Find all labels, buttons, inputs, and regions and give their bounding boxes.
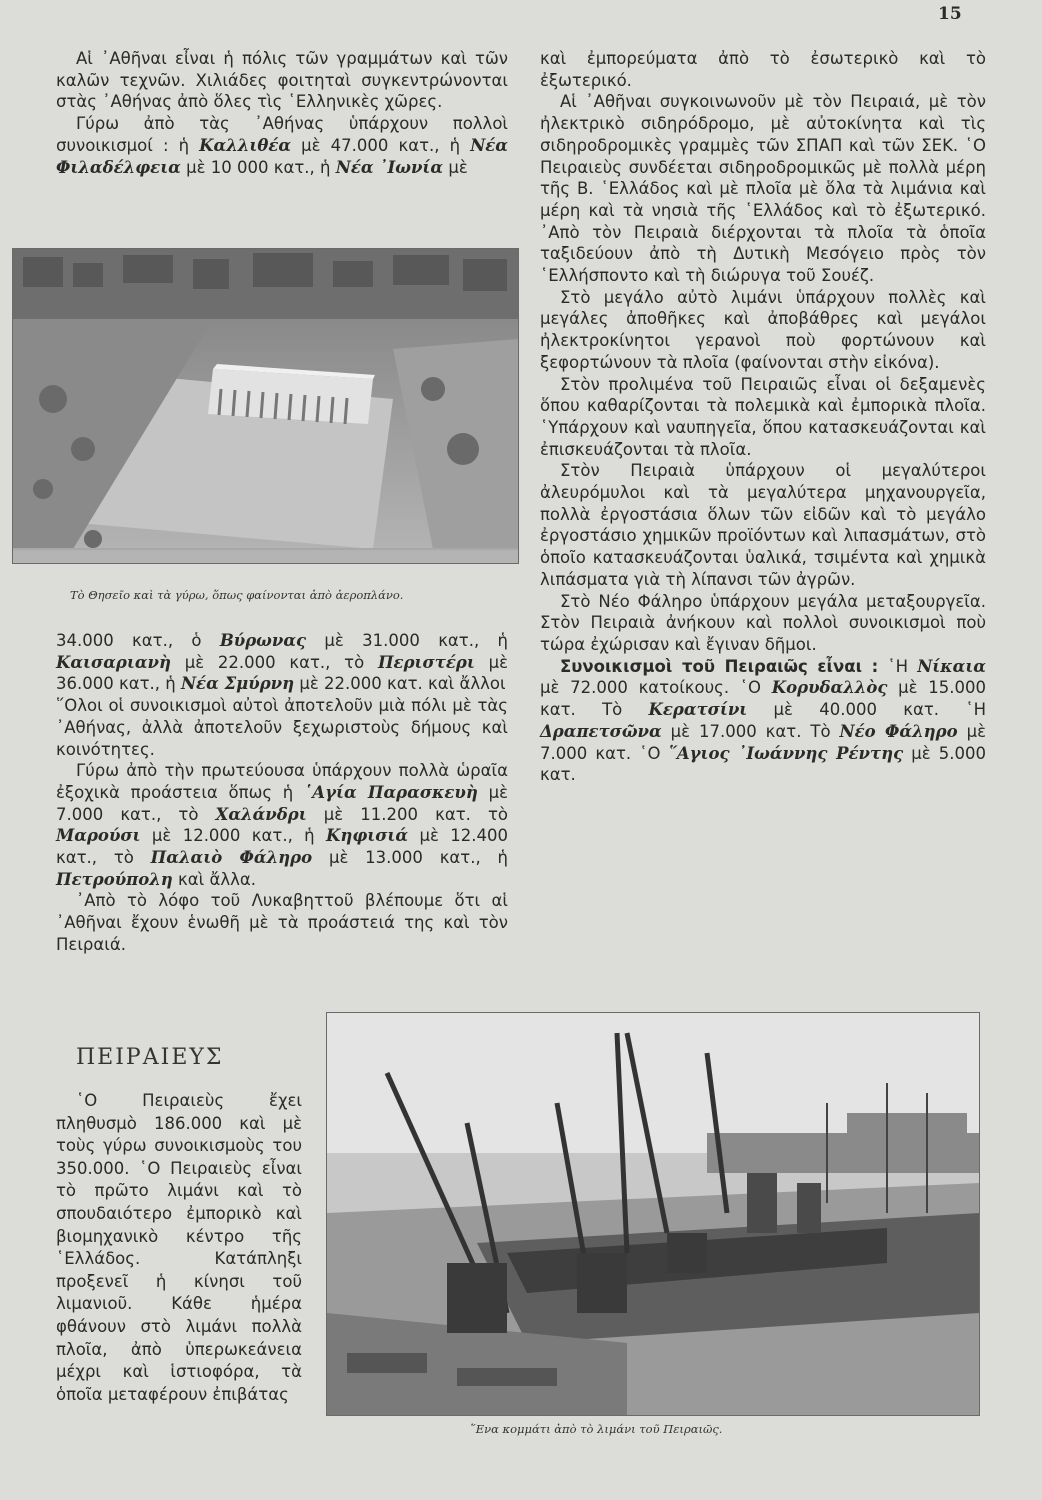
text-run: μὲ 36.000 κατ., ἡ — [56, 652, 508, 694]
place-chalandri: Χαλάνδρι — [215, 804, 307, 824]
text-run: μὲ 15.000 κατ. Τὸ — [540, 678, 986, 720]
place-petroupoli: Πετρούπολη — [56, 869, 173, 889]
text-run: μὲ 72.000 κατοίκους. ῾Ο — [540, 678, 772, 698]
section-heading-piraeus: ΠΕΙΡΑΙΕΥΣ — [76, 1045, 224, 1070]
text-run: 34.000 κατ., ὁ — [56, 631, 220, 650]
page-number: 15 — [938, 4, 962, 24]
settlements-heading: Συνοικισμοὶ τοῦ Πειραιῶς εἶναι : — [560, 656, 879, 676]
text-run: μὲ 7.000 κατ., τὸ — [56, 782, 508, 824]
paragraph-warehouses: Στὸ μεγάλο αὐτὸ λιμάνι ὑπάρχουν πολλὲς καὶ μεγάλες ἀποθῆκες καὶ ἀποβάθρες καὶ μεγάλοι ἠλεκτροκίνητοι γερανοὶ ποὺ φορτώνουν καὶ ξεφορτώνουν τὰ πλοῖα (φαίνονται στὴν εἰκόνα). — [540, 287, 986, 372]
paragraph-athens-letters: Αἱ ᾽Αθῆναι εἶναι ἡ πόλις τῶν γραμμάτων καὶ τῶν καλῶν τεχνῶν. Χιλιάδες φοιτηταὶ συγκεντρώνονται στὰς ᾽Αθήνας ἀπὸ ὅλες τὶς ῾Ελληνικὲς χῶρες. — [56, 49, 508, 112]
paragraph-suburbs — [56, 113, 508, 178]
theseion-aerial-photo — [12, 248, 519, 564]
paragraph-silk-mills: Στὸ Νέο Φάληρο ὑπάρχουν μεγάλα μεταξουργεῖα. Στὸν Πειραιὰ ἀνήκουν καὶ πολλοὶ συνοικισμοὶ ποὺ τώρα ἐχώρισαν καὶ ἔγιναν δῆμοι. — [540, 591, 986, 654]
left-column-middle — [56, 630, 508, 956]
place-kaisariani: Καισαριανὴ — [56, 652, 171, 672]
text-run: μὲ 22.000 κατ., τὸ — [170, 652, 378, 672]
paragraph-industry: Στὸν Πειραιὰ ὑπάρχουν οἱ μεγαλύτεροι ἀλευρόμυλοι καὶ τὰ μεγαλύτερα μηχανουργεῖα, πολλὰ ἐργοστάσια ὅλων τῶν εἰδῶν καὶ τὸ μεγάλο ἐργοστάσιο χημικῶν προϊόντων καὶ λιπασμάτων, στὸ ὁποῖο κατασκευάζονται ὑαλικά, τσιμέντα καὶ χημικὰ λιπάσματα γιὰ τὴ λίπανσι τῶν ἀγρῶν. — [540, 461, 986, 589]
piraeus-port-photo — [326, 1012, 980, 1416]
paragraph-summer-suburbs — [56, 760, 508, 890]
paragraph-goods: καὶ ἐμπορεύματα ἀπὸ τὸ ἐσωτερικὸ καὶ τὸ ἐξωτερικό. — [540, 49, 986, 90]
text-run: μὲ 7.000 κατ. ῾Ο — [540, 721, 987, 763]
text-run: μὲ 31.000 κατ., ἡ — [306, 631, 508, 650]
text-run: μὲ 22.000 κατ. καὶ ἄλλοι — [294, 674, 506, 694]
place-keratsini: Κερατσίνι — [648, 700, 748, 720]
place-kifisia: Κηφισιά — [326, 826, 409, 846]
place-drapetsona: Δραπετσῶνα — [540, 721, 662, 741]
text-run: καὶ ἄλλα. — [172, 869, 257, 889]
text-run: ῾Η — [878, 656, 918, 676]
place-korydallos: Κορυδαλλὸς — [771, 678, 888, 698]
paragraph-docks: Στὸν προλιμένα τοῦ Πειραιῶς εἶναι οἱ δεξαμενὲς ὅπου καθαρίζονται τὰ πολεμικὰ καὶ ἐμπορικὰ πλοῖα. ῾Υπάρχουν καὶ ναυπηγεῖα, ὅπου κατασκευάζονται καὶ ἐπισκευάζονται τὰ πλοῖα. — [540, 374, 986, 459]
right-column — [540, 48, 986, 786]
text-run: μὲ 12.000 κατ., ἡ — [140, 826, 327, 846]
place-peristeri: Περιστέρι — [377, 652, 475, 672]
text-run: μὲ 11.200 κατ. τὸ — [306, 804, 508, 824]
piraeus-column — [56, 1090, 302, 1406]
paragraph-piraeus-intro: ῾Ο Πειραιεὺς ἔχει πληθυσμὸ 186.000 καὶ μὲ τοὺς γύρω συνοικισμοὺς του 350.000. ῾Ο Πειραιεὺς εἶναι τὸ πρῶτο λιμάνι καὶ τὸ σπουδαιότερο ἐμπορικὸ καὶ βιομηχανικὸ κέντρο τῆς ῾Ελλάδος. Κατάπληξι προξενεῖ ἡ κίνησι τοῦ λιμανιοῦ. Κάθε ἡμέρα φθάνουν στὸ λιμάνι πολλὰ πλοῖα, ἀπὸ ὑπερωκεάνεια μέχρι καὶ ἱστιοφόρα, τὰ ὁποῖα μεταφέρουν ἐπιβάτας — [56, 1091, 302, 1404]
place-palaio-faliro: Παλαιὸ Φάληρο — [150, 848, 313, 868]
place-nea-smyrni: Νέα Σμύρνη — [180, 674, 295, 694]
text-run: μὲ 47.000 κατ., ἡ — [291, 135, 471, 155]
text-run: μὲ 12.400 κατ., τὸ — [56, 826, 509, 868]
place-vyronas: Βύρωνας — [219, 631, 307, 650]
paragraph-piraeus-settlements — [540, 656, 986, 786]
paragraph-suburbs-continued — [56, 630, 508, 695]
place-nea-ionia: Νέα ᾽Ιωνία — [335, 157, 444, 177]
place-kallithea: Καλλιθέα — [199, 135, 292, 155]
text-run: Γύρω ἀπὸ τὴν πρωτεύουσα ὑπάρχουν πολλὰ ὡραῖα ἐξοχικὰ προάστεια ὅπως ἡ — [56, 761, 508, 802]
paragraph-lycabettus: ᾽Απὸ τὸ λόφο τοῦ Λυκαβηττοῦ βλέπουμε ὅτι αἱ ᾽Αθῆναι ἔχουν ἑνωθῆ μὲ τὰ προάστειά της καὶ τὸν Πειραιά. — [56, 891, 508, 954]
port-photo-drawing — [327, 1013, 979, 1415]
place-nea-filadelfeia: Νέα Φιλαδέλφεια — [56, 135, 508, 177]
paragraph-municipalities: ῞Ολοι οἱ συνοικισμοὶ αὐτοὶ ἀποτελοῦν μιὰ πόλι μὲ τὰς ᾽Αθήνας, ἀλλὰ ἀποτελοῦν ξεχωριστοὺς δήμους καὶ κοινότητες. — [56, 696, 508, 759]
place-marousi: Μαρούσι — [56, 826, 141, 846]
text-run: μὲ 13.000 κατ., ἡ — [312, 848, 508, 868]
port-caption: ῞Ενα κομμάτι ἀπὸ τὸ λιμάνι τοῦ Πειραιῶς. — [470, 1422, 723, 1436]
place-nikaia: Νίκαια — [917, 656, 986, 676]
paragraph-transport: Αἱ ᾽Αθῆναι συγκοινωνοῦν μὲ τὸν Πειραιά, μὲ τὸν ἠλεκτρικὸ σιδηρόδρομο, μὲ αὐτοκίνητα καὶ τὶς σιδηροδρομικὲς γραμμὲς τῶν ΣΠΑΠ καὶ τῶν ΣΕΚ. ῾Ο Πειραιεὺς συνδέεται σιδηροδρομικῶς μὲ πολλὰ μέρη τῆς Β. ῾Ελλάδος καὶ μὲ πλοῖα μὲ ὅλα τὰ λιμάνια καὶ μέρη καὶ τὰ νησιὰ τῆς ῾Ελλάδος καὶ τὸ ἐξωτερικό. ᾽Απὸ τὸν Πειραιὰ διέρχονται τὰ πλοῖα τὰ ὁποῖα ταξιδεύουν ἀπὸ τὴ Δυτικὴ Μεσόγειο πρὸς τὸν ῾Ελλήσποντο καὶ τὴ διώρυγα τοῦ Σουέζ. — [540, 92, 986, 286]
theseion-photo-drawing — [13, 249, 518, 563]
left-column-top — [56, 48, 508, 178]
text-run: μὲ 5.000 κατ. — [540, 743, 986, 785]
place-neo-faliro: Νέο Φάληρο — [839, 721, 958, 741]
text-run: μὲ 10 000 κατ., ἡ — [180, 157, 336, 177]
place-agia-paraskevi: ῾Αγία Παρασκευὴ — [304, 782, 478, 802]
text-run: μὲ — [443, 157, 468, 177]
text-run: μὲ 17.000 κατ. Τὸ — [661, 721, 840, 741]
text-run: Γύρω ἀπὸ τὰς ᾽Αθήνας ὑπάρχουν πολλοὶ συνοικισμοί : ἡ — [56, 114, 508, 155]
text-run: μὲ 40.000 κατ. ῾Η — [747, 700, 986, 720]
theseion-caption: Τὸ Θησεῖο καὶ τὰ γύρω, ὅπως φαίνονται ἀπὸ ἀεροπλάνο. — [70, 588, 404, 602]
place-agios-ioannis-rentis: ῞Αγιος ᾽Ιωάννης Ρέντης — [668, 743, 904, 763]
